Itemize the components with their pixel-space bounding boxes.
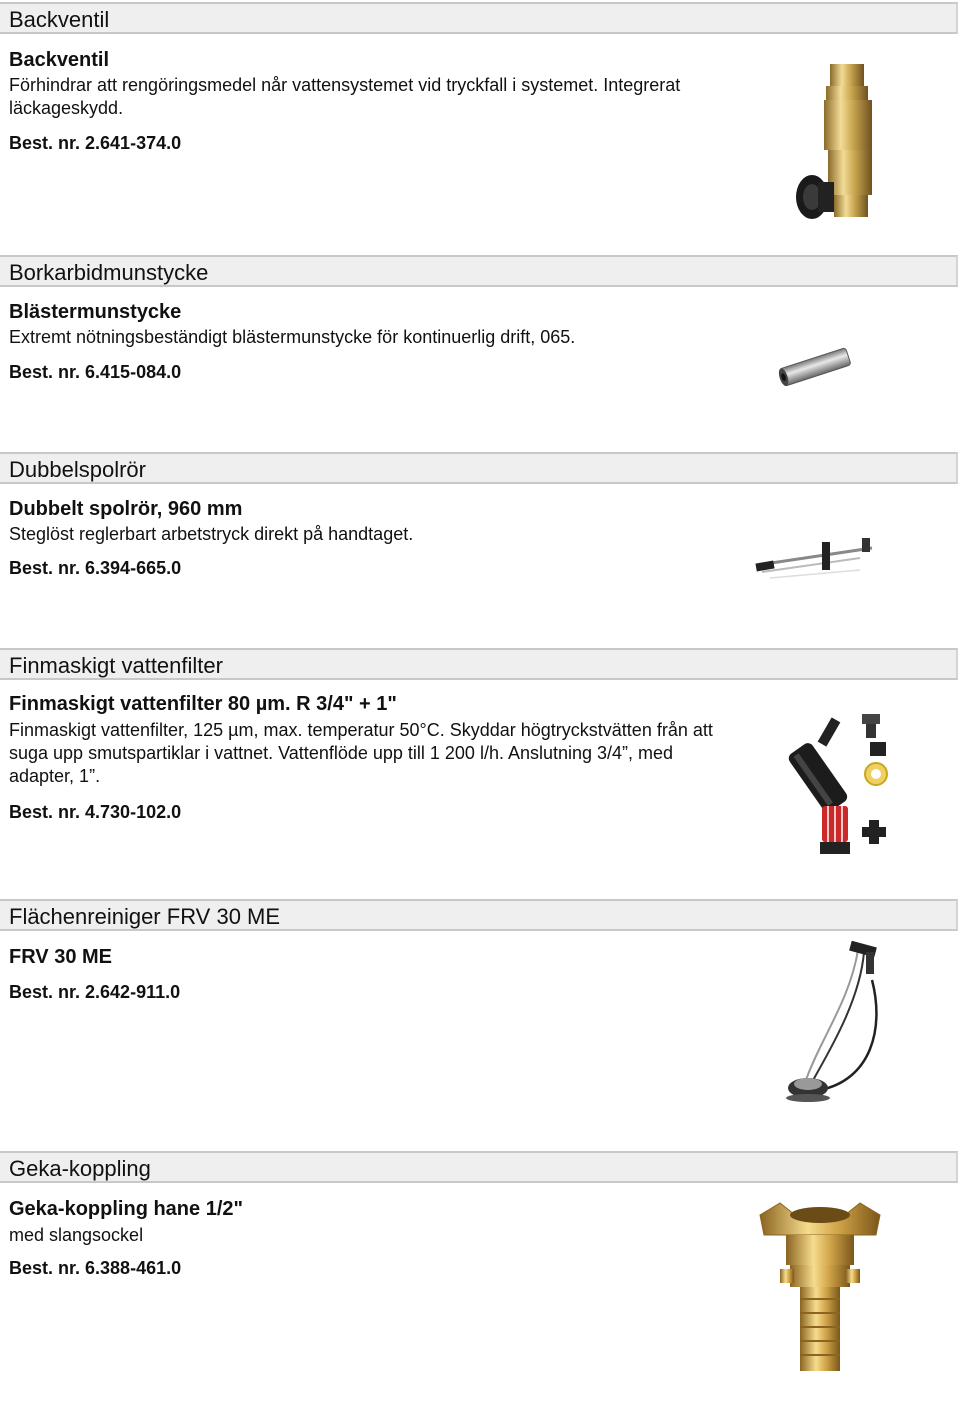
product-description: Finmaskigt vattenfilter, 125 µm, max. temperatur 50°C. Skyddar högtryckstvätten från att suga upp smutspartiklar i vattnet. Vattenflöde upp till 1 200 l/h. Anslutning 3/4”, med adapter, 1”. xyxy=(9,720,713,786)
part-number: Best. nr. 6.415-084.0 xyxy=(9,362,182,382)
check-valve-image xyxy=(790,62,890,227)
part-number: Best. nr. 4.730-102.0 xyxy=(9,802,182,822)
product-title: FRV 30 ME xyxy=(9,946,112,968)
product-description: Förhindrar att rengöringsmedel når vattensystemet vid tryckfall i systemet. Integrerat läckageskydd. xyxy=(9,75,681,118)
spray-lance-image xyxy=(750,520,880,590)
product-title: Dubbelt spolrör, 960 mm xyxy=(9,498,243,520)
product-title: Finmaskigt vattenfilter 80 µm. R 3/4" + 1" xyxy=(9,693,397,715)
product-title: Blästermunstycke xyxy=(9,301,182,323)
part-number: Best. nr. 6.388-461.0 xyxy=(9,1258,182,1278)
product-title: Geka-koppling hane 1/2" xyxy=(9,1198,243,1220)
section-header xyxy=(0,2,958,34)
section-header-label: Flächenreiniger FRV 30 ME xyxy=(9,904,281,929)
geka-coupling-image xyxy=(750,1195,890,1380)
section-header-label: Dubbelspolrör xyxy=(9,457,146,482)
product-description: Extremt nötningsbeständigt blästermunstycke för kontinuerlig drift, 065. xyxy=(9,327,576,347)
section-header xyxy=(0,899,958,931)
section-header xyxy=(0,648,958,680)
section-header xyxy=(0,452,958,484)
section-header-label: Borkarbidmunstycke xyxy=(9,260,209,285)
part-number: Best. nr. 2.641-374.0 xyxy=(9,133,182,153)
product-description: Steglöst reglerbart arbetstryck direkt på handtaget. xyxy=(9,524,414,544)
section-header-label: Geka-koppling xyxy=(9,1156,151,1181)
section-header-label: Finmaskigt vattenfilter xyxy=(9,653,223,678)
product-title: Backventil xyxy=(9,49,110,71)
section-header xyxy=(0,1151,958,1183)
nozzle-image xyxy=(770,342,860,392)
water-filter-image xyxy=(780,710,900,860)
product-description: med slangsockel xyxy=(9,1225,144,1245)
part-number: Best. nr. 2.642-911.0 xyxy=(9,982,181,1002)
section-header xyxy=(0,255,958,287)
section-header-label: Backventil xyxy=(9,7,110,32)
part-number: Best. nr. 6.394-665.0 xyxy=(9,558,182,578)
surface-cleaner-image xyxy=(780,940,890,1105)
